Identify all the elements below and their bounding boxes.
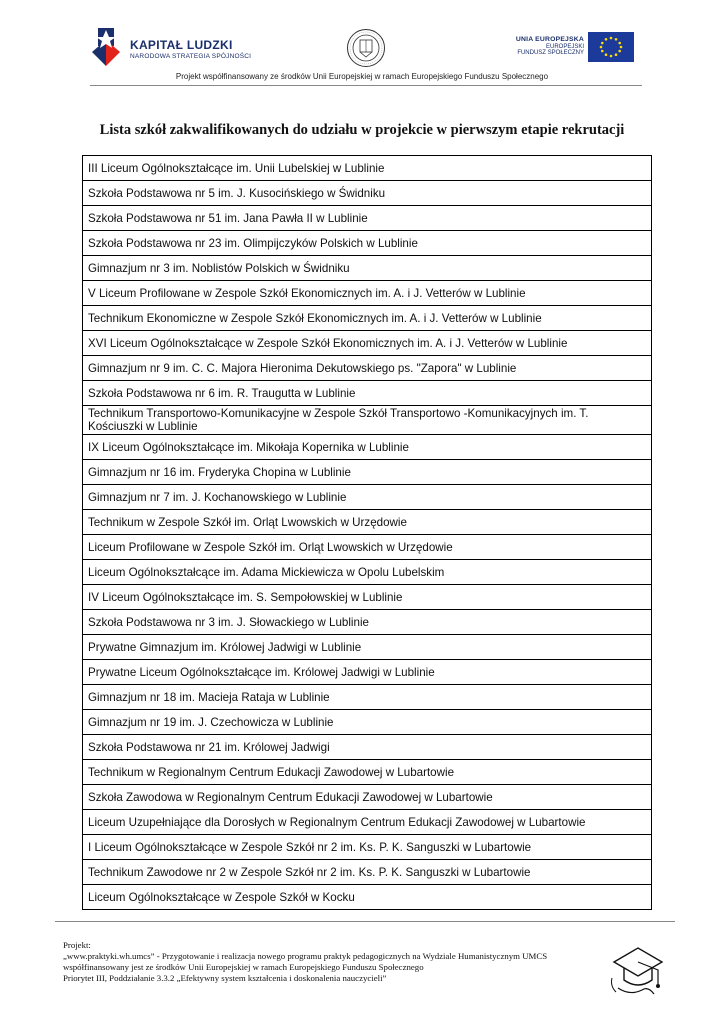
school-name-cell: Gimnazjum nr 7 im. J. Kochanowskiego w Lublinie — [83, 485, 652, 510]
table-row — [83, 710, 652, 735]
school-name-cell: Liceum Uzupełniające dla Dorosłych w Regionalnym Centrum Edukacji Zawodowej w Lubartowie — [83, 810, 652, 835]
school-name-cell: Gimnazjum nr 9 im. C. C. Majora Hieronima Dekutowskiego ps. "Zapora" w Lublinie — [83, 356, 652, 381]
cofinancing-note: Projekt współfinansowany ze środków Unii Europejskiej w ramach Europejskiego Funduszu Społecznego — [175, 72, 549, 81]
eu-logo-line3: FUNDUSZ SPOŁECZNY — [517, 50, 584, 56]
table-row — [83, 610, 652, 635]
school-name-cell: XVI Liceum Ogólnokształcące w Zespole Szkół Ekonomicznych im. A. i J. Vetterów w Lublinie — [83, 331, 652, 356]
school-name-cell: Szkoła Podstawowa nr 51 im. Jana Pawła II w Lublinie — [83, 206, 652, 231]
table-row — [83, 685, 652, 710]
table-row — [83, 785, 652, 810]
document-title: Lista szkół zakwalifikowanych do udziału w projekcie w pierwszym etapie rekrutacji — [99, 122, 625, 138]
table-row — [83, 435, 652, 460]
schools-table-body — [83, 156, 652, 910]
table-row — [83, 181, 652, 206]
table-row — [83, 256, 652, 281]
table-row — [83, 660, 652, 685]
school-name-cell: Technikum w Regionalnym Centrum Edukacji Zawodowej w Lubartowie — [83, 760, 652, 785]
school-name-cell: Szkoła Podstawowa nr 6 im. R. Traugutta w Lublinie — [83, 381, 652, 406]
school-name-cell: Liceum Ogólnokształcące w Zespole Szkół w Kocku — [83, 885, 652, 910]
school-name-cell: Liceum Profilowane w Zespole Szkół im. Orląt Lwowskich w Urzędowie — [83, 535, 652, 560]
table-row — [83, 885, 652, 910]
page-header — [0, 0, 724, 92]
school-name-cell: Technikum Transportowo-Komunikacyjne w Zespole Szkół Transportowo -Komunikacyjnych im. T. Kościuszki w Lublinie — [83, 406, 652, 435]
eu-logo-line2: EUROPEJSKI — [545, 44, 584, 50]
header-divider — [90, 85, 642, 86]
table-row — [83, 231, 652, 256]
school-name-cell: Technikum Zawodowe nr 2 w Zespole Szkół nr 2 im. Ks. P. K. Sanguszki w Lubartowie — [83, 860, 652, 885]
table-row — [83, 535, 652, 560]
footer-divider — [55, 921, 675, 922]
table-row — [83, 860, 652, 885]
school-name-cell: Gimnazjum nr 3 im. Noblistów Polskich w Świdniku — [83, 256, 652, 281]
table-row — [83, 760, 652, 785]
school-name-cell: Szkoła Podstawowa nr 21 im. Królowej Jadwigi — [83, 735, 652, 760]
table-row — [83, 810, 652, 835]
school-name-cell: Technikum w Zespole Szkół im. Orląt Lwowskich w Urzędowie — [83, 510, 652, 535]
table-row — [83, 460, 652, 485]
school-name-cell: IV Liceum Ogólnokształcące im. S. Sempołowskiej w Lublinie — [83, 585, 652, 610]
school-name-cell: Prywatne Liceum Ogólnokształcące im. Królowej Jadwigi w Lublinie — [83, 660, 652, 685]
school-name-cell: Gimnazjum nr 19 im. J. Czechowicza w Lublinie — [83, 710, 652, 735]
table-row — [83, 331, 652, 356]
footer-label: Projekt: — [63, 940, 91, 950]
footer-line-3: Priorytet III, Poddziałanie 3.3.2 „Efektywny system kształcenia i doskonalenia nauczycieli” — [63, 973, 387, 983]
kapital-ludzki-logo — [90, 26, 252, 70]
graduation-cap-icon — [608, 938, 668, 1000]
kapital-ludzki-title: KAPITAŁ LUDZKI — [130, 38, 233, 52]
eu-flag-icon — [588, 32, 634, 62]
table-row — [83, 281, 652, 306]
table-row — [83, 485, 652, 510]
kapital-ludzki-star-icon — [90, 26, 126, 70]
school-name-cell: Szkoła Podstawowa nr 5 im. J. Kusocińskiego w Świdniku — [83, 181, 652, 206]
table-row — [83, 381, 652, 406]
school-name-cell: Technikum Ekonomiczne w Zespole Szkół Ekonomicznych im. A. i J. Vetterów w Lublinie — [83, 306, 652, 331]
school-name-cell: Prywatne Gimnazjum im. Królowej Jadwigi w Lublinie — [83, 635, 652, 660]
footer-line-1: „www.praktyki.wh.umcs” - Przygotowanie i realizacja nowego programu praktyk pedagogicznych na Wydziale Humanistycznym UMCS — [63, 951, 548, 961]
table-row — [83, 835, 652, 860]
footer-project-info — [63, 940, 623, 984]
table-row — [83, 156, 652, 181]
school-name-cell: Szkoła Podstawowa nr 23 im. Olimpijczyków Polskich w Lublinie — [83, 231, 652, 256]
university-seal-icon — [346, 28, 386, 68]
school-name-cell: V Liceum Profilowane w Zespole Szkół Ekonomicznych im. A. i J. Vetterów w Lublinie — [83, 281, 652, 306]
kapital-ludzki-subtitle: NARODOWA STRATEGIA SPÓJNOŚCI — [130, 53, 252, 60]
footer-line-2: współfinansowany jest ze środków Unii Europejskiej w ramach Europejskiego Funduszu Społecznego — [63, 962, 424, 972]
eu-efs-logo — [504, 30, 634, 70]
school-name-cell: IX Liceum Ogólnokształcące im. Mikołaja Kopernika w Lublinie — [83, 435, 652, 460]
table-row — [83, 306, 652, 331]
school-name-cell: III Liceum Ogólnokształcące im. Unii Lubelskiej w Lublinie — [83, 156, 652, 181]
table-row — [83, 206, 652, 231]
schools-table — [82, 155, 652, 910]
school-name-cell: Liceum Ogólnokształcące im. Adama Mickiewicza w Opolu Lubelskim — [83, 560, 652, 585]
eu-logo-line1: UNIA EUROPEJSKA — [515, 36, 584, 43]
school-name-cell: I Liceum Ogólnokształcące w Zespole Szkół nr 2 im. Ks. P. K. Sanguszki w Lubartowie — [83, 835, 652, 860]
table-row — [83, 406, 652, 435]
school-name-cell: Gimnazjum nr 18 im. Macieja Rataja w Lublinie — [83, 685, 652, 710]
table-row — [83, 585, 652, 610]
table-row — [83, 735, 652, 760]
school-name-cell: Szkoła Podstawowa nr 3 im. J. Słowackiego w Lublinie — [83, 610, 652, 635]
table-row — [83, 356, 652, 381]
school-name-cell: Gimnazjum nr 16 im. Fryderyka Chopina w Lublinie — [83, 460, 652, 485]
school-name-cell: Szkoła Zawodowa w Regionalnym Centrum Edukacji Zawodowej w Lubartowie — [83, 785, 652, 810]
table-row — [83, 560, 652, 585]
table-row — [83, 510, 652, 535]
table-row — [83, 635, 652, 660]
